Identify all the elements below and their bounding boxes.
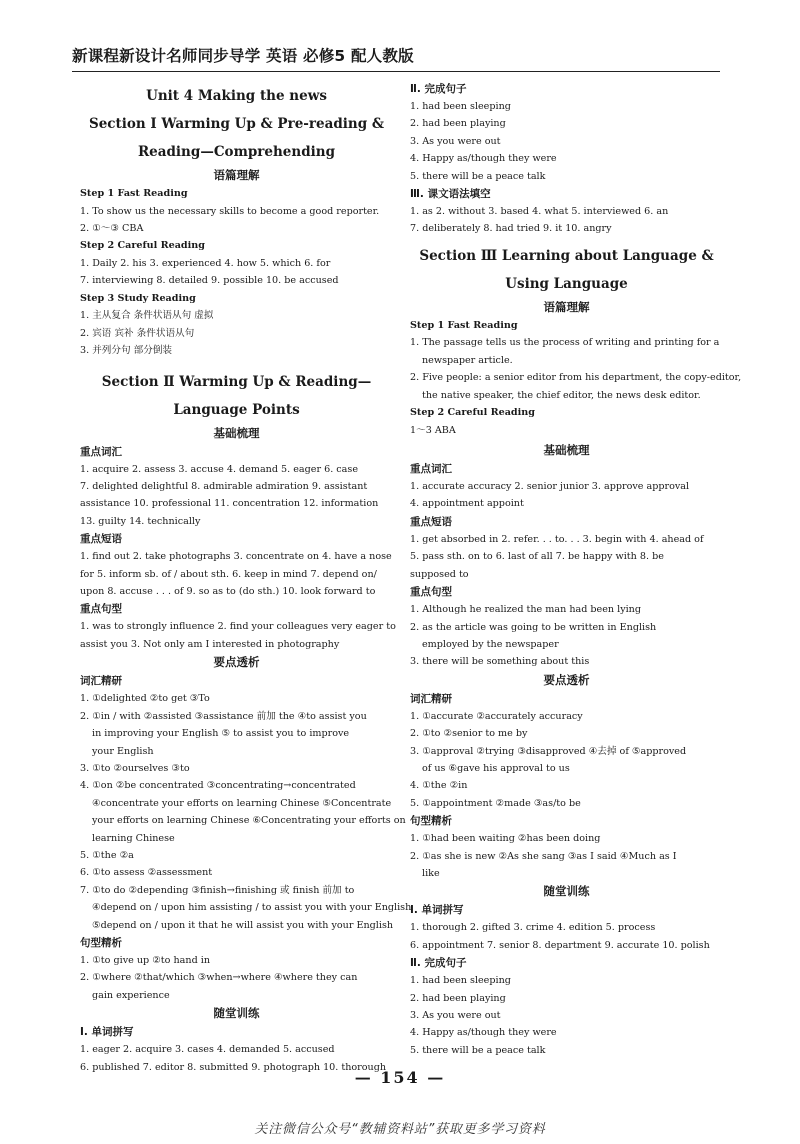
pattern-label: 句型精析 (410, 815, 452, 828)
page-header (72, 44, 720, 70)
answer-line: 3. As you were out (410, 135, 501, 147)
answer-line: 1. ①had been waiting ②has been doing (410, 833, 601, 845)
points-subheading: 要点透析 (543, 672, 590, 687)
answer-line: 2. ①in / with ②assisted ③assistance 前加 the ④to assist you (80, 710, 367, 722)
answer-line: 7. interviewing 8. detailed 9. possible 10. be accused (80, 275, 339, 287)
section2-title-line1: Section Ⅱ Warming Up & Reading— (101, 373, 372, 390)
answer-line: 1. as 2. without 3. based 4. what 5. interviewed 6. an (410, 206, 669, 218)
answer-line: 3. ①to ②ourselves ③to (80, 762, 190, 774)
answer-line: 2. as the article was going to be written in English (410, 621, 657, 633)
answer-line: 1. Although he realized the man had been lying (410, 604, 642, 616)
practice-subheading: 随堂训练 (213, 1006, 260, 1021)
answer-line: your efforts on learning Chinese ⑥Concentrating your efforts on (92, 815, 406, 827)
word-study-label: 词汇精研 (80, 675, 122, 688)
answer-line: 1. The passage tells us the process of writing and printing for a (410, 337, 720, 349)
answer-line: 5. ①the ②a (80, 849, 134, 861)
vocab-label: 重点词汇 (410, 463, 452, 476)
pattern-label: 句型精析 (80, 936, 122, 949)
answer-line: 1. thorough 2. gifted 3. crime 4. edition 5. process (410, 922, 656, 934)
answer-line: 6. published 7. editor 8. submitted 9. photograph 10. thorough (80, 1061, 387, 1073)
answer-line: 1. 主从复合 条件状语从句 虚拟 (80, 310, 214, 322)
answer-line: 2. ①where ②that/which ③when→where ④where they can (80, 972, 358, 984)
answer-line: 3. ①approval ②trying ③disapproved ④去掉 of ⑤approved (410, 745, 687, 757)
answer-line: 5. there will be a peace talk (410, 1044, 546, 1056)
step1-heading: Step 1 Fast Reading (410, 319, 518, 331)
header-rule (72, 71, 720, 72)
answer-line: supposed to (410, 568, 469, 580)
answer-line: 1. had been sleeping (410, 101, 511, 112)
answer-line: 1. acquire 2. assess 3. accuse 4. demand 5. eager 6. case (80, 463, 358, 475)
answer-line: 2. ①～③ CBA (80, 223, 144, 234)
grammar-label: Ⅲ. 课文语法填空 (410, 188, 491, 201)
answer-line: 7. delighted delightful 8. admirable admiration 9. assistant (80, 481, 368, 493)
answer-line: gain experience (92, 989, 170, 1001)
answer-line: 1. eager 2. acquire 3. cases 4. demanded 5. accused (80, 1044, 335, 1056)
answer-line: upon 8. accuse . . . of 9. so as to (do sth.) 10. look forward to (80, 586, 376, 598)
answer-line: 1. To show us the necessary skills to become a good reporter. (80, 205, 380, 217)
word-study-label: 词汇精研 (410, 692, 452, 705)
answer-line: 2. had been playing (410, 118, 506, 130)
answer-line: 1. was to strongly influence 2. find your colleagues very eager to (80, 621, 396, 633)
answer-line: employed by the newspaper (422, 638, 559, 650)
answer-line: 6. appointment 7. senior 8. department 9. accurate 10. polish (410, 939, 710, 951)
section3-title-line2: Using Language (505, 275, 628, 292)
section1-subheading: 语篇理解 (213, 168, 260, 182)
phrase-label: 重点短语 (410, 515, 452, 528)
answer-line: for 5. inform sb. of / about sth. 6. keep in mind 7. depend on/ (80, 568, 377, 580)
practice-subheading: 随堂训练 (543, 884, 590, 899)
answer-line: newspaper article. (422, 354, 513, 366)
answer-line: the native speaker, the chief editor, the news desk editor. (422, 389, 701, 401)
answer-line: 1. ①delighted ②to get ③To (80, 693, 210, 705)
answer-line: 2. Five people: a senior editor from his department, the copy-editor, (410, 372, 742, 384)
answer-line: ④depend on / upon him assisting / to assist you with your English (92, 902, 412, 914)
answer-line: 5. there will be a peace talk (410, 170, 546, 182)
footer-note: 关注微信公众号“教辅资料站”获取更多学习资料 (254, 1122, 546, 1137)
answer-line: 4. ①the ②in (410, 780, 468, 792)
right-column (410, 80, 742, 1059)
answer-line: 2. had been playing (410, 992, 506, 1004)
section1-title-line2: Reading—Comprehending (137, 144, 336, 160)
answer-line: 2. ①as she is new ②As she sang ③as I said ④Much as I (410, 850, 677, 862)
answer-line: 4. appointment appoint (410, 498, 524, 510)
basics-subheading: 基础梳理 (543, 443, 590, 458)
answer-line: 1～3 ABA (410, 424, 456, 436)
answer-line: ⑤depend on / upon it that he will assist you with your English (92, 919, 394, 931)
answer-line: 4. ①on ②be concentrated ③concentrating→concentrated (80, 780, 356, 792)
complete-label: Ⅱ. 完成句子 (410, 957, 467, 970)
answer-line: 1. Daily 2. his 3. experienced 4. how 5. which 6. for (80, 258, 331, 269)
spell-label: Ⅰ. 单词拼写 (80, 1026, 134, 1039)
answer-line: 1. get absorbed in 2. refer. . . to. . . 3. begin with 4. ahead of (410, 533, 704, 545)
answer-line: 2. ①to ②senior to me by (410, 728, 528, 740)
section1-title-line1: Section Ⅰ Warming Up & Pre-reading & (88, 116, 385, 132)
spell-label: Ⅰ. 单词拼写 (410, 904, 464, 917)
answer-line: 3. As you were out (410, 1010, 501, 1021)
section2-title-line2: Language Points (173, 401, 300, 418)
answer-line: assist you 3. Not only am I interested in photography (80, 638, 340, 650)
answer-line: 13. guilty 14. technically (80, 515, 201, 527)
book-title: 新课程新设计名师同步导学 英语 必修5 配人教版 (72, 47, 414, 65)
answer-line: 7. ①to do ②depending ③finish→finishing 或 finish 前加 to (80, 884, 355, 896)
complete-label: Ⅱ. 完成句子 (410, 83, 467, 95)
section3-title-line1: Section Ⅲ Learning about Language & (419, 247, 714, 264)
step2-heading: Step 2 Careful Reading (80, 240, 205, 252)
step2-heading: Step 2 Careful Reading (410, 407, 535, 419)
answer-line: 1. find out 2. take photographs 3. concentrate on 4. have a nose (80, 551, 392, 563)
answer-line: 2. 宾语 宾补 条件状语从句 (80, 327, 195, 339)
section3-subheading: 语篇理解 (543, 299, 590, 314)
answer-line: assistance 10. professional 11. concentration 12. information (80, 498, 379, 510)
answer-line: 4. Happy as/though they were (410, 1027, 557, 1039)
answer-line: of us ⑥gave his approval to us (422, 762, 570, 774)
answer-line: learning Chinese (92, 832, 175, 844)
step1-heading: Step 1 Fast Reading (80, 188, 188, 199)
answer-line: ④concentrate your efforts on learning Chinese ⑤Concentrate (92, 797, 392, 809)
answer-line: your English (92, 745, 154, 757)
answer-line: 1. accurate accuracy 2. senior junior 3. approve approval (410, 481, 690, 493)
left-column (80, 80, 412, 1076)
answer-line: 3. there will be something about this (410, 656, 590, 668)
answer-line: 3. 并列分句 部分倒装 (80, 345, 173, 357)
section2-subheading: 基础梳理 (213, 425, 260, 440)
step3-heading: Step 3 Study Reading (80, 292, 196, 304)
vocab-label: 重点词汇 (80, 445, 122, 458)
answer-line: 1. ①to give up ②to hand in (80, 954, 211, 966)
points-subheading: 要点透析 (213, 655, 260, 670)
answer-line: 4. Happy as/though they were (410, 153, 557, 165)
answer-line: 5. pass sth. on to 6. last of all 7. be happy with 8. be (410, 551, 664, 563)
answer-line: in improving your English ⑤ to assist you to improve (92, 728, 350, 740)
phrase-label: 重点短语 (80, 533, 122, 546)
answer-line: 1. had been sleeping (410, 975, 511, 987)
answer-line: like (422, 867, 440, 879)
sentence-label: 重点句型 (80, 603, 122, 616)
page-number: — 154 — (354, 1068, 446, 1087)
answer-line: 6. ①to assess ②assessment (80, 867, 213, 879)
sentence-label: 重点句型 (410, 586, 452, 599)
answer-line: 7. deliberately 8. had tried 9. it 10. angry (410, 223, 612, 235)
answer-line: 1. ①accurate ②accurately accuracy (410, 710, 583, 722)
answer-line: 5. ①appointment ②made ③as/to be (410, 797, 581, 809)
unit-title: Unit 4 Making the news (146, 88, 327, 104)
